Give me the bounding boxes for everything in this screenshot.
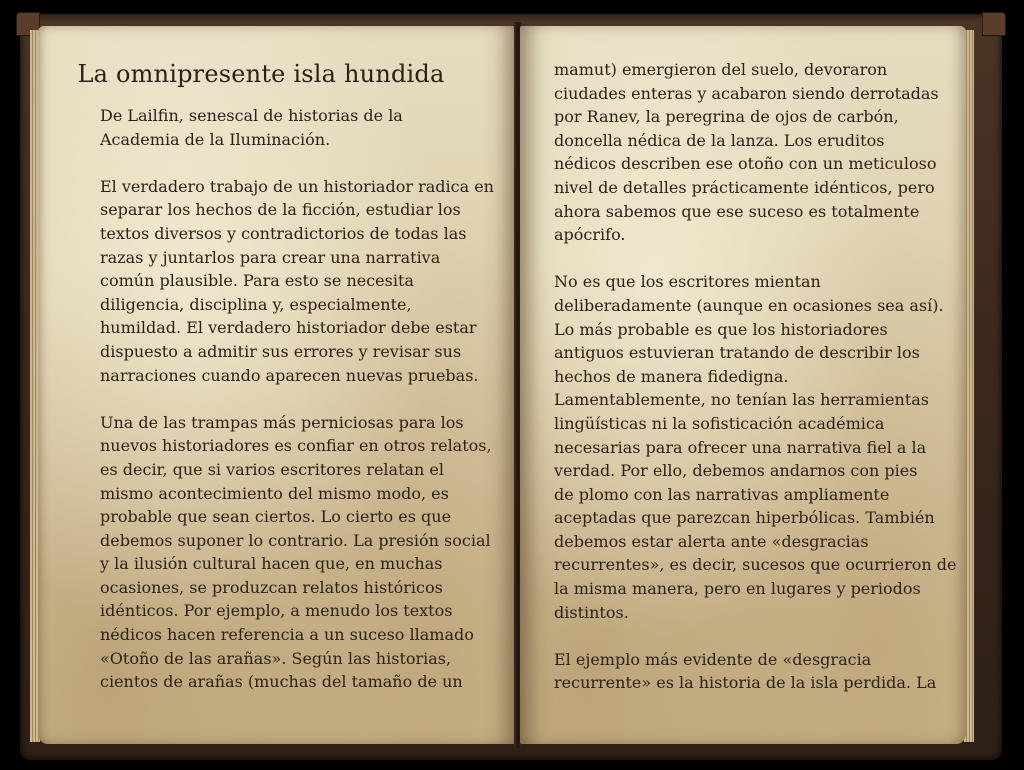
text-line: y la ilusión cultural hacen que, en muchas — [100, 554, 443, 574]
text-line: textos diversos y contradictorios de todas las — [100, 223, 467, 243]
left-page[interactable] — [38, 26, 516, 744]
text-line: deliberadamente (aunque en ocasiones sea así). — [554, 295, 944, 315]
text-line: mismo acontecimiento del mismo modo, es — [100, 483, 449, 503]
text-line: antiguos estuvieran tratando de describir los — [554, 343, 920, 363]
text-line: Una de las trampas más perniciosas para los — [100, 412, 464, 432]
text-line — [100, 151, 494, 175]
text-line: cientos de arañas (muchas del tamaño de un — [100, 672, 463, 692]
text-line: idénticos. Por ejemplo, a menudo los textos — [100, 601, 453, 621]
text-line: No es que los escritores mientan — [554, 272, 821, 292]
text-line: aceptadas que parezcan hiperbólicas. También — [554, 508, 935, 528]
text-line: doncella nédica de la lanza. Los eruditos — [554, 130, 885, 150]
text-line: diligencia, disciplina y, especialmente, — [100, 294, 412, 314]
text-line: Lo más probable es que los historiadores — [554, 319, 888, 339]
text-line: es decir, que si varios escritores relatan el — [100, 459, 445, 479]
text-line: recurrente» es la historia de la isla perdida. La — [554, 673, 937, 693]
text-line: narraciones cuando aparecen nuevas pruebas. — [100, 365, 479, 385]
text-line — [554, 624, 957, 648]
left-page-text — [100, 104, 494, 694]
text-line: ocasiones, se produzcan relatos históricos — [100, 577, 443, 597]
text-line: ahora sabemos que ese suceso es totalmente — [554, 201, 920, 221]
text-line: debemos estar alerta ante «desgracias — [554, 531, 869, 551]
text-line: probable que sean ciertos. Lo cierto es que — [100, 507, 452, 527]
text-line: verdad. Por ello, debemos andarnos con pies — [554, 461, 918, 481]
text-line: nuevos historiadores es confiar en otros relatos, — [100, 436, 492, 456]
text-line: mamut) emergieron del suelo, devoraron — [554, 60, 888, 79]
text-line: El ejemplo más evidente de «desgracia — [554, 649, 872, 669]
text-line: común plausible. Para esto se necesita — [100, 271, 414, 291]
text-line: necesarias para ofrecer una narrativa fiel a la — [554, 437, 927, 457]
text-line: separar los hechos de la ficción, estudiar los — [100, 200, 461, 220]
book-title: La omnipresente isla hundida — [77, 60, 445, 88]
text-line: humildad. El verdadero historiador debe estar — [100, 318, 477, 338]
text-line: El verdadero trabajo de un historiador radica en — [100, 176, 494, 196]
text-line: De Lailfin, senescal de historias de la — [100, 106, 403, 125]
text-line: por Ranev, la peregrina de ojos de carbón, — [554, 107, 899, 127]
text-line: razas y juntarlos para crear una narrativa — [100, 247, 441, 267]
text-line — [554, 247, 957, 271]
text-line: apócrifo. — [554, 225, 626, 245]
text-line: Lamentablemente, no tenían las herramientas — [554, 390, 929, 410]
text-line: debemos suponer lo contrario. La presión social — [100, 530, 491, 550]
text-line: «Otoño de las arañas». Según las historias, — [100, 648, 452, 668]
text-line: nédicos hacen referencia a un suceso llamado — [100, 625, 474, 645]
text-line: distintos. — [554, 602, 629, 622]
cover-corner-top-right — [982, 12, 1006, 36]
text-line: de plomo con las narrativas ampliamente — [554, 484, 890, 504]
text-line — [100, 387, 494, 411]
text-line: la misma manera, pero en lugares y periodos — [554, 579, 921, 599]
text-line: recurrentes», es decir, sucesos que ocurrieron de — [554, 555, 957, 575]
text-line: ciudades enteras y acabaron siendo derrotadas — [554, 83, 939, 103]
text-line: lingüísticas ni la sofisticación académica — [554, 413, 885, 433]
text-line: dispuesto a admitir sus errores y revisar sus — [100, 341, 462, 361]
text-line: hechos de manera fidedigna. — [554, 366, 789, 386]
text-line: nivel de detalles prácticamente idénticos, pero — [554, 177, 935, 197]
text-line: nédicos describen ese otoño con un meticuloso — [554, 154, 937, 174]
text-line: Academia de la Iluminación. — [100, 129, 331, 149]
right-page[interactable] — [520, 26, 966, 744]
right-page-text — [554, 58, 957, 695]
